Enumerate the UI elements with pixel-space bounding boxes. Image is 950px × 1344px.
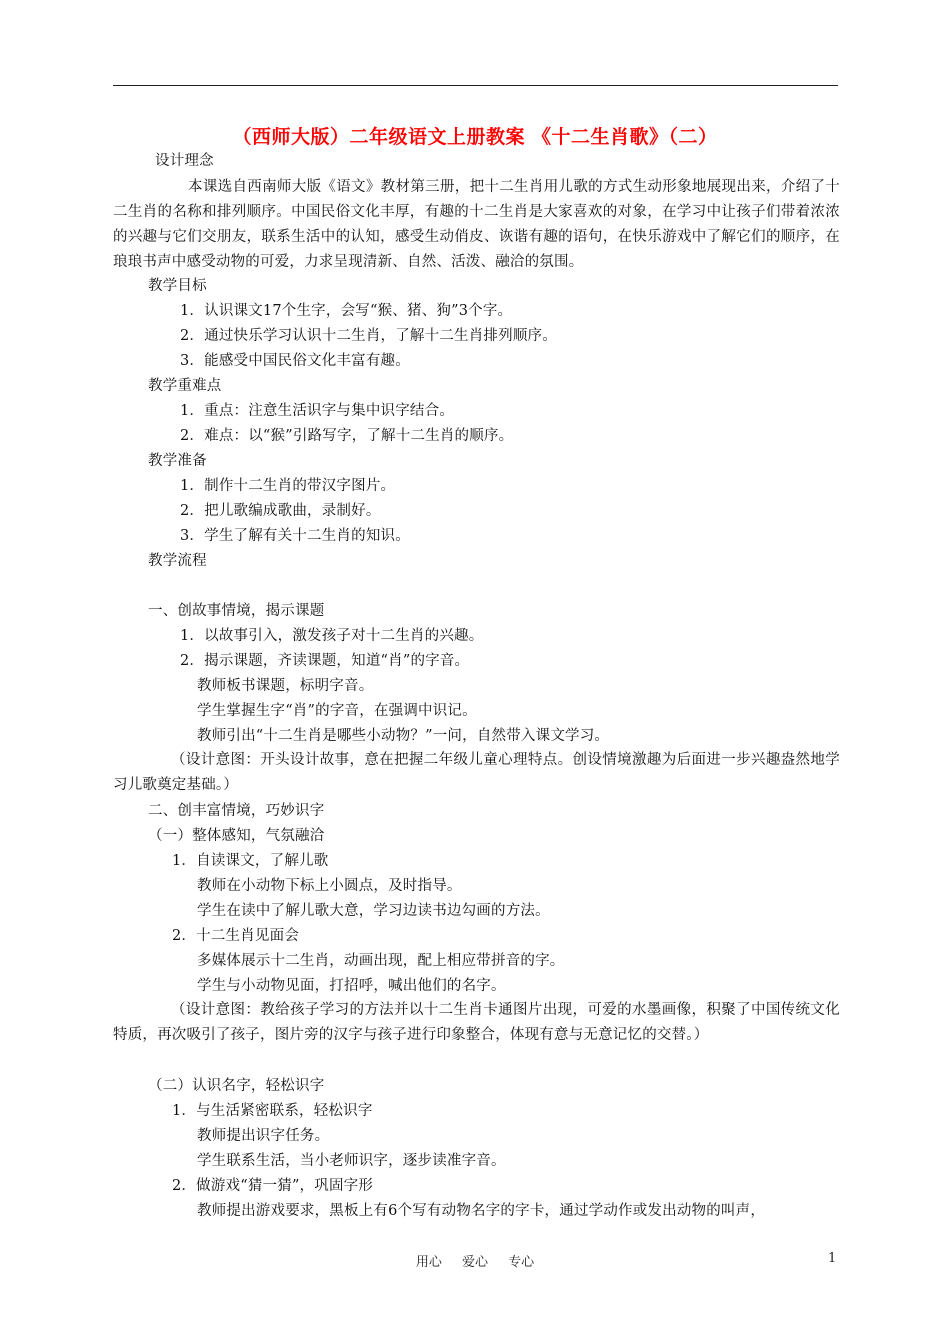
process-part1-detail: 学生掌握生字“肖”的字音，在强调中识记。	[197, 703, 477, 719]
goal-item: 2．通过快乐学习认识十二生肖，了解十二生肖排列顺序。	[180, 328, 557, 344]
section-heading-key-points: 教学重难点	[148, 378, 222, 394]
process-step: 1．与生活紧密联系，轻松识字	[172, 1103, 373, 1119]
goal-item: 1．认识课文17个生字，会写“猴、猪、狗”3个字。	[180, 303, 513, 319]
header-rule	[113, 85, 838, 86]
preparation-item: 2．把儿歌编成歌曲，录制好。	[180, 503, 381, 519]
section-heading-preparation: 教学准备	[148, 453, 207, 469]
process-part1-item: 2．揭示课题，齐读课题，知道“肖”的字音。	[180, 653, 470, 669]
preparation-item: 1．制作十二生肖的带汉字图片。	[180, 478, 396, 494]
process-step-detail: 学生在读中了解儿歌大意，学习边读书边勾画的方法。	[197, 903, 550, 919]
process-step-detail: 学生与小动物见面，打招呼，喊出他们的名字。	[197, 978, 506, 994]
section-heading-process: 教学流程	[148, 553, 207, 569]
footer-motto: 用心 爱心 专心	[415, 1255, 535, 1270]
process-step-detail: 多媒体展示十二生肖，动画出现，配上相应带拼音的字。	[197, 953, 565, 969]
process-part2-sub1-heading: （一）整体感知，气氛融洽	[148, 828, 325, 844]
design-intent-note: （设计意图：开头设计故事，意在把握二年级儿童心理特点。创设情境激趣为后面进一步兴趣盎然地学习儿歌奠定基础。）	[113, 752, 840, 793]
page-number: 1	[828, 1251, 837, 1266]
process-part2-sub2-heading: （二）认识名字，轻松识字	[148, 1078, 325, 1094]
design-idea-paragraph: 本课选自西南师大版《语文》教材第三册，把十二生肖用儿歌的方式生动形象地展现出来，介绍了十二生肖的名称和排列顺序。中国民俗文化丰厚，有趣的十二生肖是大家喜欢的对象，在学习中让孩子们带着浓浓的兴趣与它们交朋友，联系生活中的认知，感受生动俏皮、诙谐有趣的语句，在快乐游戏中了解它们的顺序，在琅琅书声中感受动物的可爱，力求呈现清新、自然、活泼、融洽的氛围。	[113, 179, 840, 270]
process-step-detail: 教师在小动物下标上小圆点，及时指导。	[197, 878, 462, 894]
section-heading-design-idea: 设计理念	[155, 153, 214, 169]
key-point-item: 1．重点：注意生活识字与集中识字结合。	[180, 403, 455, 419]
process-part1-detail: 教师板书课题，标明字音。	[197, 678, 374, 694]
goal-item: 3．能感受中国民俗文化丰富有趣。	[180, 353, 410, 369]
key-point-item: 2．难点：以“猴”引路写字，了解十二生肖的顺序。	[180, 428, 514, 444]
section-heading-goals: 教学目标	[148, 278, 207, 294]
process-part1-item: 1．以故事引入，激发孩子对十二生肖的兴趣。	[180, 628, 484, 644]
document-title: （西师大版）二年级语文上册教案 《十二生肖歌》（二）	[232, 126, 718, 148]
design-intent-note: （设计意图：教给孩子学习的方法并以十二生肖卡通图片出现，可爱的水墨画像，积聚了中国传统文化特质，再次吸引了孩子，图片旁的汉字与孩子进行印象整合，体现有意与无意记忆的交替。）	[113, 1002, 840, 1043]
process-part1-detail: 教师引出“十二生肖是哪些小动物？”一问，自然带入课文学习。	[197, 728, 610, 744]
process-step: 2．做游戏“猜一猜”，巩固字形	[172, 1178, 374, 1194]
preparation-item: 3．学生了解有关十二生肖的知识。	[180, 528, 410, 544]
process-step-detail: 教师提出识字任务。	[197, 1128, 330, 1144]
process-part2-heading: 二、创丰富情境，巧妙识字	[148, 803, 325, 819]
process-step: 1．自读课文，了解儿歌	[172, 853, 329, 869]
process-step-detail: 教师提出游戏要求，黑板上有6个写有动物名字的字卡，通过学动作或发出动物的叫声，	[197, 1203, 766, 1219]
process-part1-heading: 一、创故事情境，揭示课题	[148, 603, 325, 619]
process-step: 2．十二生肖见面会	[172, 928, 300, 944]
process-step-detail: 学生联系生活，当小老师识字，逐步读准字音。	[197, 1153, 506, 1169]
